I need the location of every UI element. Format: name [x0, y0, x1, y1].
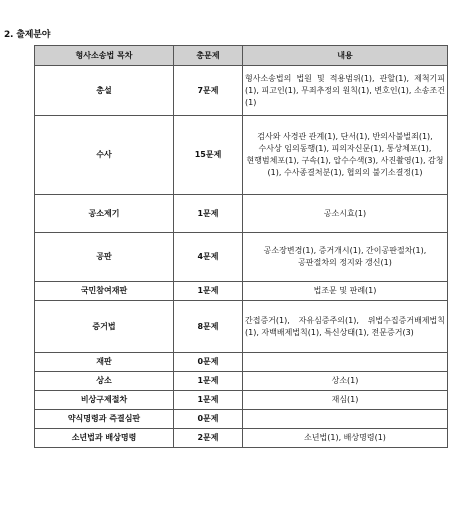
table-row	[35, 233, 448, 282]
header-total: 총문제	[174, 46, 243, 66]
chapter-content: 검사와 사경관 관계(1), 단서(1), 반의사불벌죄(1), 수사상 임의동행(1), 피의자신문(1), 통상체포(1), 현행범체포(1), 구속(1), 압수수색(3), 사진촬영(1), 감청(1), 수사종결처분(1), 협의의 불기소결정(1)	[243, 116, 448, 195]
chapter-name: 증거법	[35, 301, 174, 353]
exam-scope-table	[34, 45, 448, 448]
table-row	[35, 353, 448, 372]
table-row	[35, 301, 448, 353]
section-title: 2. 출제분야	[4, 30, 51, 40]
table-row	[35, 116, 448, 195]
chapter-content: 재심(1)	[243, 391, 448, 410]
question-count: 15문제	[174, 116, 243, 195]
table-row	[35, 410, 448, 429]
table-row	[35, 391, 448, 410]
chapter-content: 법조문 및 판례(1)	[243, 282, 448, 301]
question-count: 1문제	[174, 282, 243, 301]
chapter-name: 재판	[35, 353, 174, 372]
header-content: 내용	[243, 46, 448, 66]
question-count: 4문제	[174, 233, 243, 282]
question-count: 1문제	[174, 391, 243, 410]
table-row	[35, 372, 448, 391]
question-count: 8문제	[174, 301, 243, 353]
table-row	[35, 429, 448, 448]
chapter-content: 소년법(1), 배상명령(1)	[243, 429, 448, 448]
chapter-name: 소년법과 배상명령	[35, 429, 174, 448]
chapter-name: 총설	[35, 66, 174, 116]
table-row	[35, 195, 448, 233]
header-chapter: 형사소송법 목차	[35, 46, 174, 66]
chapter-content: 공소장변경(1), 증거개시(1), 간이공판절차(1), 공판절차의 정지와 갱신(1)	[243, 233, 448, 282]
chapter-content: 상소(1)	[243, 372, 448, 391]
question-count: 0문제	[174, 353, 243, 372]
chapter-content: 간접증거(1), 자유심증주의(1), 위법수집증거배제법칙(1), 자백배제법칙(1), 특신상태(1), 전문증거(3)	[243, 301, 448, 353]
question-count: 1문제	[174, 372, 243, 391]
chapter-name: 상소	[35, 372, 174, 391]
question-count: 7문제	[174, 66, 243, 116]
question-count: 2문제	[174, 429, 243, 448]
question-count: 1문제	[174, 195, 243, 233]
question-count: 0문제	[174, 410, 243, 429]
chapter-name: 약식명령과 즉결심판	[35, 410, 174, 429]
table-header-row	[35, 46, 448, 66]
chapter-name: 국민참여재판	[35, 282, 174, 301]
chapter-name: 비상구제절차	[35, 391, 174, 410]
chapter-content	[243, 410, 448, 429]
table-row	[35, 66, 448, 116]
chapter-name: 공판	[35, 233, 174, 282]
chapter-name: 공소제기	[35, 195, 174, 233]
table-row	[35, 282, 448, 301]
chapter-name: 수사	[35, 116, 174, 195]
chapter-content: 공소시효(1)	[243, 195, 448, 233]
chapter-content: 형사소송법의 법원 및 적용범위(1), 관할(1), 제척기피(1), 피고인(1), 무죄추정의 원칙(1), 변호인(1), 소송조건(1)	[243, 66, 448, 116]
chapter-content	[243, 353, 448, 372]
